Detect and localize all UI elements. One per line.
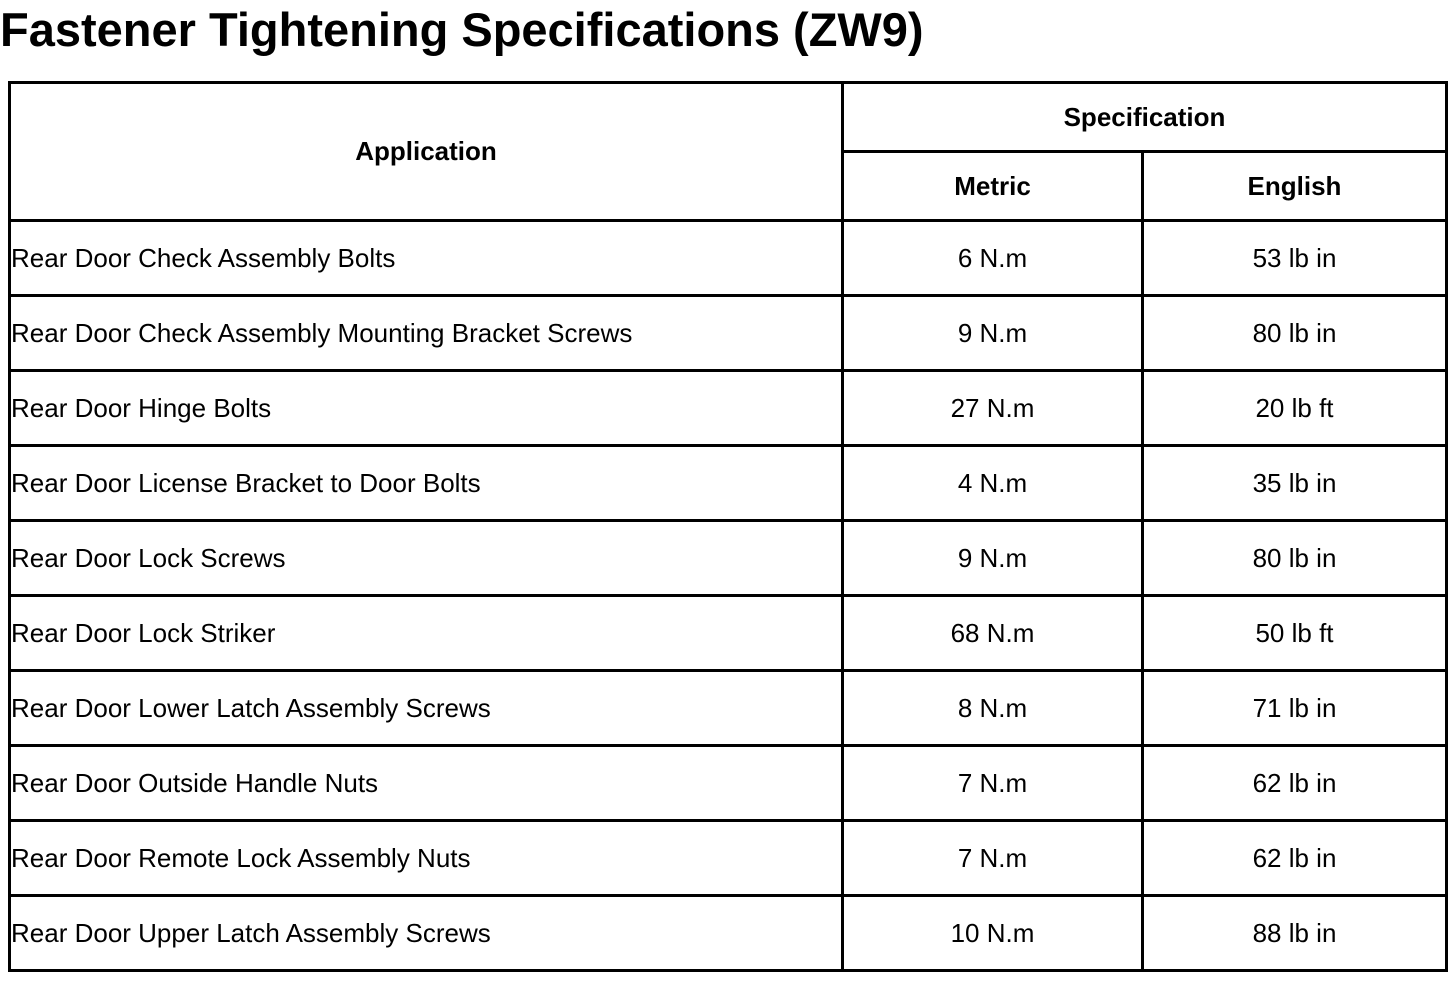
application-cell: Rear Door Lock Screws — [10, 521, 843, 596]
table-header — [10, 83, 1447, 221]
english-cell: 35 lb in — [1143, 446, 1447, 521]
table-row — [10, 746, 1447, 821]
header-application: Application — [10, 83, 843, 221]
table-row — [10, 596, 1447, 671]
application-cell: Rear Door Check Assembly Mounting Bracket Screws — [10, 296, 843, 371]
metric-cell: 4 N.m — [843, 446, 1143, 521]
application-cell: Rear Door Lock Striker — [10, 596, 843, 671]
page-title: Fastener Tightening Specifications (ZW9) — [0, 3, 924, 56]
english-cell: 62 lb in — [1143, 821, 1447, 896]
application-cell: Rear Door Hinge Bolts — [10, 371, 843, 446]
header-row-top — [10, 83, 1447, 152]
metric-cell: 7 N.m — [843, 821, 1143, 896]
table-row — [10, 371, 1447, 446]
table-row — [10, 521, 1447, 596]
header-metric: Metric — [843, 152, 1143, 221]
metric-cell: 10 N.m — [843, 896, 1143, 971]
english-cell: 53 lb in — [1143, 221, 1447, 296]
english-cell: 88 lb in — [1143, 896, 1447, 971]
table-body — [10, 221, 1447, 971]
application-cell: Rear Door Outside Handle Nuts — [10, 746, 843, 821]
english-cell: 71 lb in — [1143, 671, 1447, 746]
metric-cell: 8 N.m — [843, 671, 1143, 746]
english-cell: 20 lb ft — [1143, 371, 1447, 446]
metric-cell: 9 N.m — [843, 521, 1143, 596]
application-cell: Rear Door Check Assembly Bolts — [10, 221, 843, 296]
header-english: English — [1143, 152, 1447, 221]
metric-cell: 27 N.m — [843, 371, 1143, 446]
metric-cell: 9 N.m — [843, 296, 1143, 371]
english-cell: 80 lb in — [1143, 521, 1447, 596]
table-row — [10, 821, 1447, 896]
header-specification: Specification — [843, 83, 1447, 152]
application-cell: Rear Door Upper Latch Assembly Screws — [10, 896, 843, 971]
english-cell: 80 lb in — [1143, 296, 1447, 371]
metric-cell: 7 N.m — [843, 746, 1143, 821]
metric-cell: 6 N.m — [843, 221, 1143, 296]
spec-table — [8, 81, 1448, 972]
application-cell: Rear Door Lower Latch Assembly Screws — [10, 671, 843, 746]
metric-cell: 68 N.m — [843, 596, 1143, 671]
application-cell: Rear Door Remote Lock Assembly Nuts — [10, 821, 843, 896]
table-row — [10, 296, 1447, 371]
english-cell: 62 lb in — [1143, 746, 1447, 821]
table-row — [10, 446, 1447, 521]
table-row — [10, 896, 1447, 971]
application-cell: Rear Door License Bracket to Door Bolts — [10, 446, 843, 521]
english-cell: 50 lb ft — [1143, 596, 1447, 671]
table-row — [10, 671, 1447, 746]
table-row — [10, 221, 1447, 296]
